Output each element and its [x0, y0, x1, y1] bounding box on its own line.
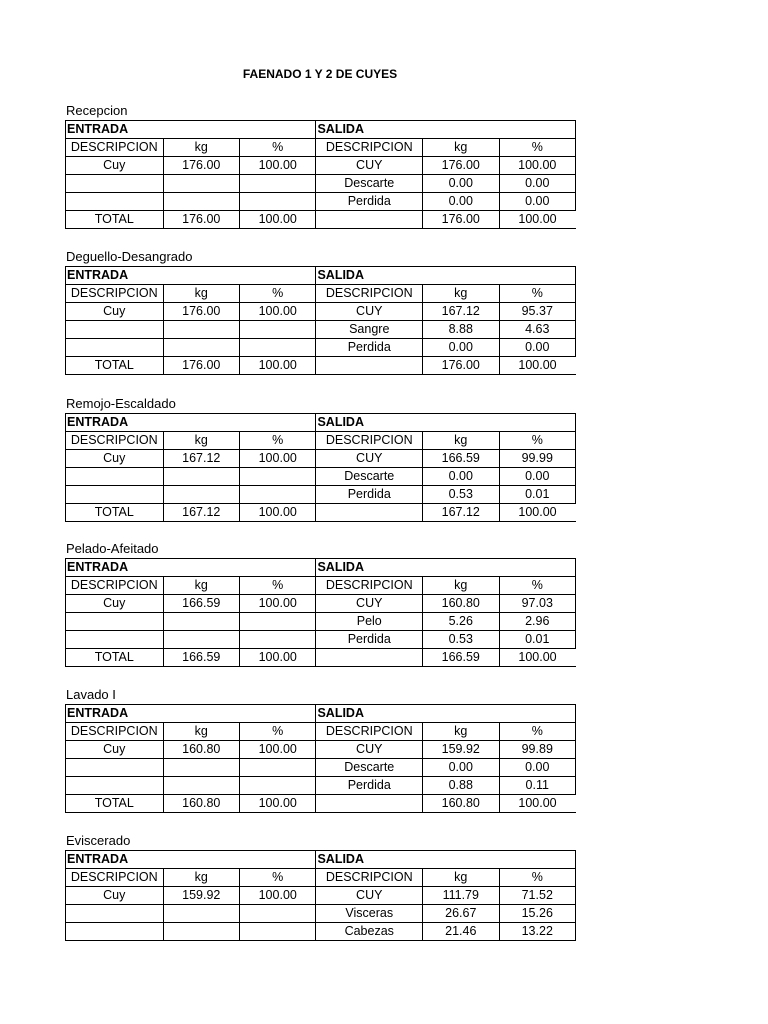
table-cell — [163, 193, 239, 211]
total-row — [66, 504, 576, 522]
table-row — [66, 595, 576, 613]
column-header: % — [499, 285, 576, 303]
table-cell: 0.00 — [423, 468, 499, 486]
table-cell: 95.37 — [499, 303, 576, 321]
column-header: DESCRIPCION — [316, 577, 423, 595]
table-cell — [240, 486, 316, 504]
table-cell: Perdida — [316, 486, 423, 504]
table-cell: 8.88 — [423, 321, 499, 339]
column-header: DESCRIPCION — [316, 723, 423, 741]
table-cell: 0.00 — [499, 193, 576, 211]
table-cell — [240, 613, 316, 631]
table-row — [66, 468, 576, 486]
table-cell: 160.80 — [423, 595, 499, 613]
table-cell: 100.00 — [499, 157, 576, 175]
total-row — [66, 211, 576, 229]
table-cell — [163, 321, 239, 339]
table-cell: 100.00 — [240, 303, 316, 321]
table-row — [66, 193, 576, 211]
entrada-header: ENTRADA — [66, 414, 316, 432]
table-cell: 0.01 — [499, 486, 576, 504]
table-row — [66, 303, 576, 321]
table-cell — [240, 321, 316, 339]
table-cell: 0.00 — [423, 175, 499, 193]
column-header: % — [240, 869, 316, 887]
section-label: Recepcion — [66, 103, 128, 118]
table-cell: 100.00 — [240, 357, 316, 375]
table-cell: 111.79 — [423, 887, 499, 905]
table-cell — [163, 486, 239, 504]
table-cell: Cuy — [66, 157, 164, 175]
table-row — [66, 777, 576, 795]
section-deguello-desangrado — [65, 248, 576, 375]
table-cell: 160.80 — [423, 795, 499, 813]
column-header: DESCRIPCION — [316, 139, 423, 157]
table-cell — [66, 923, 164, 941]
table-cell: 176.00 — [163, 157, 239, 175]
table-cell: 0.00 — [423, 339, 499, 357]
table-cell: 100.00 — [240, 795, 316, 813]
table-cell: 100.00 — [499, 357, 576, 375]
table-row — [66, 923, 576, 941]
table-cell: 97.03 — [499, 595, 576, 613]
salida-header: SALIDA — [316, 267, 576, 285]
table-cell: 176.00 — [423, 357, 499, 375]
table-row — [66, 175, 576, 193]
table-cell: 4.63 — [499, 321, 576, 339]
table-cell: Cuy — [66, 303, 164, 321]
table-cell: 100.00 — [240, 450, 316, 468]
table-cell — [163, 468, 239, 486]
table-cell — [66, 175, 164, 193]
table-cell: 100.00 — [499, 504, 576, 522]
table-cell — [163, 613, 239, 631]
table-cell: 176.00 — [163, 357, 239, 375]
table-cell: 166.59 — [423, 450, 499, 468]
entrada-header: ENTRADA — [66, 851, 316, 869]
table-header-row — [66, 851, 576, 869]
salida-header: SALIDA — [316, 559, 576, 577]
table-cell: 0.01 — [499, 631, 576, 649]
column-header: DESCRIPCION — [66, 577, 164, 595]
table-cell: 26.67 — [423, 905, 499, 923]
table-cell: Visceras — [316, 905, 423, 923]
balance-table — [65, 413, 576, 522]
column-header: % — [240, 577, 316, 595]
table-cell — [66, 777, 164, 795]
total-label: TOTAL — [66, 649, 164, 667]
table-row — [66, 741, 576, 759]
table-header-row — [66, 705, 576, 723]
column-header: DESCRIPCION — [316, 285, 423, 303]
table-cell: Cabezas — [316, 923, 423, 941]
column-header: DESCRIPCION — [316, 432, 423, 450]
table-cell — [316, 504, 423, 522]
table-row — [66, 486, 576, 504]
column-header: DESCRIPCION — [66, 432, 164, 450]
table-row — [66, 157, 576, 175]
table-cell: CUY — [316, 303, 423, 321]
table-cell: 21.46 — [423, 923, 499, 941]
total-row — [66, 649, 576, 667]
table-cell: Sangre — [316, 321, 423, 339]
table-cell: 0.00 — [499, 175, 576, 193]
table-column-header-row — [66, 432, 576, 450]
total-label: TOTAL — [66, 795, 164, 813]
table-header-row — [66, 414, 576, 432]
table-cell: 0.00 — [499, 759, 576, 777]
column-header: kg — [163, 723, 239, 741]
table-cell — [240, 631, 316, 649]
table-header-row — [66, 121, 576, 139]
table-cell: 5.26 — [423, 613, 499, 631]
table-cell: Perdida — [316, 339, 423, 357]
section-lavado-i — [65, 686, 576, 813]
table-cell — [240, 923, 316, 941]
table-cell: 0.00 — [423, 193, 499, 211]
table-cell: 100.00 — [499, 795, 576, 813]
balance-table — [65, 850, 576, 941]
table-cell: Cuy — [66, 887, 164, 905]
table-cell — [163, 631, 239, 649]
table-cell — [163, 175, 239, 193]
column-header: kg — [163, 285, 239, 303]
table-cell: 100.00 — [240, 211, 316, 229]
column-header: kg — [423, 432, 499, 450]
page-title: FAENADO 1 Y 2 DE CUYES — [242, 67, 398, 81]
table-row — [66, 450, 576, 468]
table-cell: 166.59 — [423, 649, 499, 667]
table-cell: 100.00 — [499, 211, 576, 229]
balance-table — [65, 558, 576, 667]
entrada-header: ENTRADA — [66, 267, 316, 285]
table-column-header-row — [66, 869, 576, 887]
table-cell: 0.11 — [499, 777, 576, 795]
column-header: kg — [423, 723, 499, 741]
table-cell: 100.00 — [240, 504, 316, 522]
section-label: Pelado-Afeitado — [66, 541, 159, 556]
column-header: % — [499, 723, 576, 741]
column-header: kg — [163, 139, 239, 157]
column-header: % — [499, 577, 576, 595]
table-cell — [163, 923, 239, 941]
table-cell — [66, 468, 164, 486]
table-cell: Cuy — [66, 595, 164, 613]
table-cell — [66, 759, 164, 777]
table-cell: 0.00 — [499, 339, 576, 357]
balance-table — [65, 266, 576, 375]
table-row — [66, 905, 576, 923]
table-cell — [316, 795, 423, 813]
table-cell — [66, 321, 164, 339]
table-cell — [66, 905, 164, 923]
table-row — [66, 887, 576, 905]
table-row — [66, 631, 576, 649]
column-header: % — [240, 285, 316, 303]
table-cell: 160.80 — [163, 741, 239, 759]
table-cell: Pelo — [316, 613, 423, 631]
table-cell — [316, 357, 423, 375]
table-cell: Perdida — [316, 193, 423, 211]
table-cell: 159.92 — [163, 887, 239, 905]
table-cell: Cuy — [66, 741, 164, 759]
table-cell — [163, 905, 239, 923]
column-header: DESCRIPCION — [316, 869, 423, 887]
column-header: % — [240, 432, 316, 450]
table-cell: 15.26 — [499, 905, 576, 923]
salida-header: SALIDA — [316, 414, 576, 432]
section-pelado-afeitado — [65, 540, 576, 667]
table-cell: CUY — [316, 595, 423, 613]
section-label: Remojo-Escaldado — [66, 396, 176, 411]
table-cell: 166.59 — [163, 649, 239, 667]
salida-header: SALIDA — [316, 705, 576, 723]
table-row — [66, 613, 576, 631]
total-row — [66, 795, 576, 813]
section-recepcion — [65, 102, 576, 229]
table-cell: 0.53 — [423, 631, 499, 649]
table-cell: 0.88 — [423, 777, 499, 795]
column-header: kg — [163, 432, 239, 450]
column-header: kg — [423, 869, 499, 887]
entrada-header: ENTRADA — [66, 705, 316, 723]
column-header: % — [240, 139, 316, 157]
table-cell — [240, 468, 316, 486]
table-cell: 0.00 — [499, 468, 576, 486]
table-cell: 159.92 — [423, 741, 499, 759]
table-cell: 2.96 — [499, 613, 576, 631]
column-header: DESCRIPCION — [66, 723, 164, 741]
table-cell: 176.00 — [423, 157, 499, 175]
balance-table — [65, 120, 576, 229]
table-cell: 100.00 — [240, 887, 316, 905]
table-cell — [240, 175, 316, 193]
table-cell: Descarte — [316, 468, 423, 486]
balance-table — [65, 704, 576, 813]
entrada-header: ENTRADA — [66, 559, 316, 577]
column-header: % — [499, 139, 576, 157]
column-header: kg — [423, 577, 499, 595]
column-header: kg — [163, 869, 239, 887]
column-header: kg — [423, 139, 499, 157]
column-header: kg — [163, 577, 239, 595]
table-cell: Descarte — [316, 759, 423, 777]
table-cell — [240, 339, 316, 357]
column-header: DESCRIPCION — [66, 869, 164, 887]
table-column-header-row — [66, 577, 576, 595]
total-label: TOTAL — [66, 357, 164, 375]
table-cell — [240, 777, 316, 795]
table-cell — [66, 339, 164, 357]
table-cell — [66, 631, 164, 649]
table-cell — [240, 759, 316, 777]
table-cell: Perdida — [316, 777, 423, 795]
table-cell: Cuy — [66, 450, 164, 468]
table-cell: 167.12 — [423, 303, 499, 321]
section-label: Deguello-Desangrado — [66, 249, 193, 264]
table-row — [66, 339, 576, 357]
table-cell: CUY — [316, 887, 423, 905]
table-cell: 0.00 — [423, 759, 499, 777]
table-cell: CUY — [316, 450, 423, 468]
table-cell: 166.59 — [163, 595, 239, 613]
total-label: TOTAL — [66, 211, 164, 229]
section-eviscerado — [65, 832, 576, 941]
salida-header: SALIDA — [316, 121, 576, 139]
table-column-header-row — [66, 723, 576, 741]
column-header: kg — [423, 285, 499, 303]
table-cell: 176.00 — [423, 211, 499, 229]
table-cell: CUY — [316, 741, 423, 759]
table-cell: 100.00 — [240, 649, 316, 667]
entrada-header: ENTRADA — [66, 121, 316, 139]
table-cell: 100.00 — [240, 157, 316, 175]
table-cell — [316, 649, 423, 667]
table-cell: 100.00 — [240, 595, 316, 613]
table-cell: 167.12 — [423, 504, 499, 522]
table-cell — [240, 905, 316, 923]
column-header: % — [240, 723, 316, 741]
table-cell: 71.52 — [499, 887, 576, 905]
table-cell: 160.80 — [163, 795, 239, 813]
total-row — [66, 357, 576, 375]
table-cell: CUY — [316, 157, 423, 175]
section-remojo-escaldado — [65, 395, 576, 522]
table-cell — [240, 193, 316, 211]
table-header-row — [66, 267, 576, 285]
table-row — [66, 321, 576, 339]
table-cell — [316, 211, 423, 229]
table-cell: 167.12 — [163, 504, 239, 522]
table-cell — [66, 193, 164, 211]
table-cell — [66, 613, 164, 631]
column-header: % — [499, 432, 576, 450]
table-cell: 0.53 — [423, 486, 499, 504]
column-header: DESCRIPCION — [66, 285, 164, 303]
section-label: Lavado I — [66, 687, 116, 702]
table-cell: 176.00 — [163, 303, 239, 321]
table-cell — [66, 486, 164, 504]
table-cell: 167.12 — [163, 450, 239, 468]
table-column-header-row — [66, 285, 576, 303]
table-cell: 100.00 — [240, 741, 316, 759]
total-label: TOTAL — [66, 504, 164, 522]
table-header-row — [66, 559, 576, 577]
table-column-header-row — [66, 139, 576, 157]
table-cell: 176.00 — [163, 211, 239, 229]
salida-header: SALIDA — [316, 851, 576, 869]
table-cell: 100.00 — [499, 649, 576, 667]
table-cell: Perdida — [316, 631, 423, 649]
table-cell: 99.99 — [499, 450, 576, 468]
section-label: Eviscerado — [66, 833, 131, 848]
table-cell — [163, 777, 239, 795]
table-cell: 13.22 — [499, 923, 576, 941]
table-cell — [163, 759, 239, 777]
table-cell: 99.89 — [499, 741, 576, 759]
table-cell — [163, 339, 239, 357]
column-header: % — [499, 869, 576, 887]
table-row — [66, 759, 576, 777]
column-header: DESCRIPCION — [66, 139, 164, 157]
table-cell: Descarte — [316, 175, 423, 193]
